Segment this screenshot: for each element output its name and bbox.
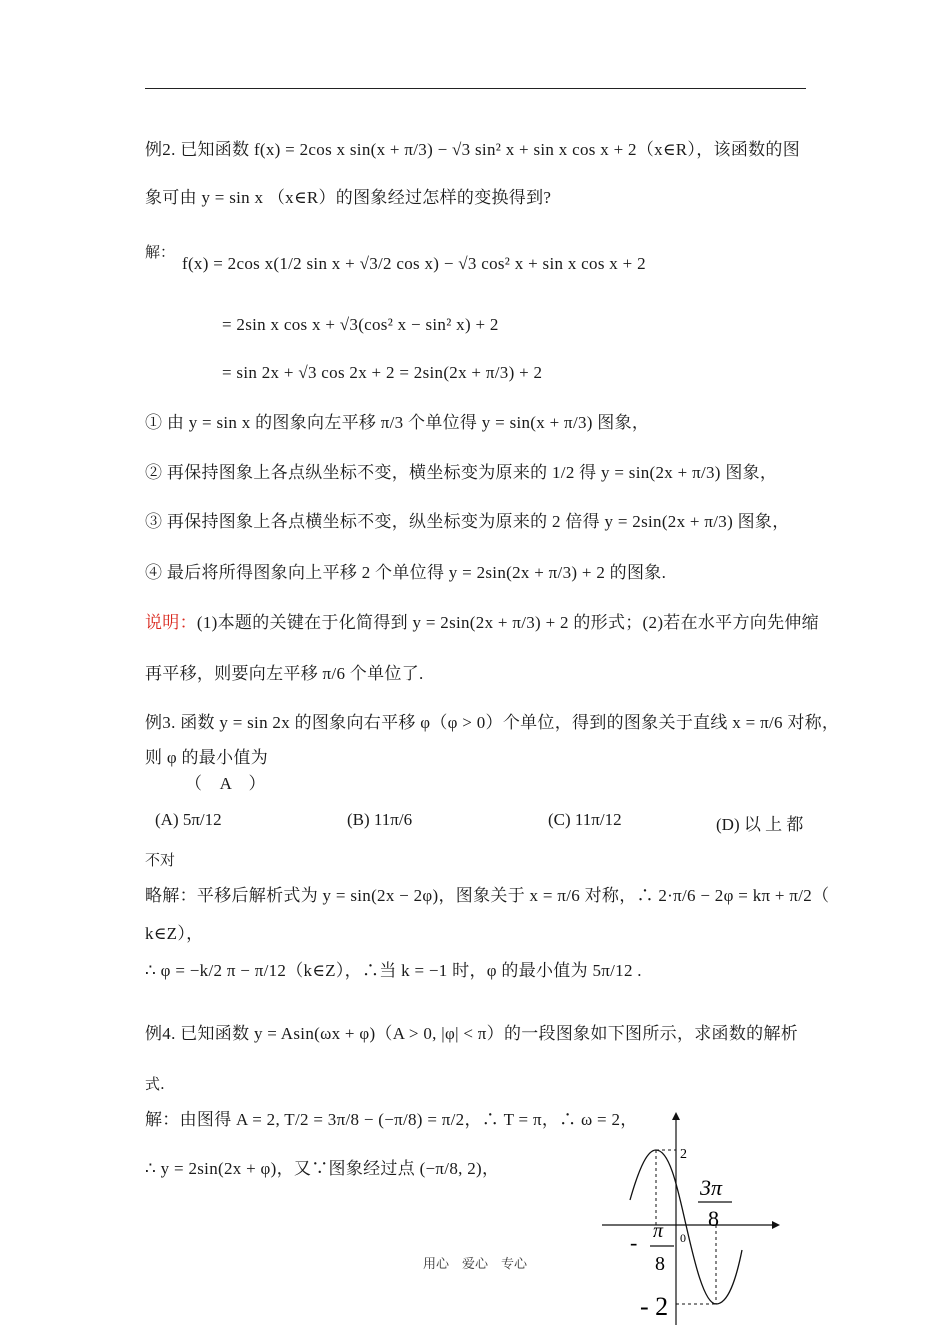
ex4-line1: 例4. 已知函数 y = Asin(ωx + φ)（A > 0, |φ| < π）的一段图象如下图所示，求函数的解析 — [145, 1024, 799, 1043]
ex3-answer: （ A ） — [185, 774, 266, 793]
ex2-line1: 例2. 已知函数 f(x) = 2cos x sin(x + π/3) − √3 sin² x + sin x cos x + 2（x∈R），该函数的图 — [145, 140, 801, 159]
ex3-solution-line1: 略解：平移后解析式为 y = sin(2x − 2φ)，图象关于 x = π/6 对称，∴ 2·π/6 − 2φ = kπ + π/2（ — [145, 886, 830, 905]
ex2-line2: 象可由 y = sin x （x∈R）的图象经过怎样的变换得到? — [145, 188, 552, 207]
sine-curve — [630, 1150, 742, 1304]
sine-graph — [600, 1110, 790, 1330]
label-3pi8-num: 3π — [700, 1175, 723, 1200]
ex4-line2: 式. — [145, 1075, 165, 1093]
ex3-option-b: (B) 11π/6 — [347, 810, 413, 829]
ex3-line1: 例3. 函数 y = sin 2x 的图象向右平移 φ（φ > 0）个单位，得到的图象关于直线 x = π/6 对称， — [145, 713, 840, 732]
page-footer: 用心 爱心 专心 — [422, 1257, 527, 1272]
label-neg-sign: - — [630, 1230, 638, 1255]
ex2-note-text: (1)本题的关键在于化简得到 y = 2sin(2x + π/3) + 2 的形式；(2)若在水平方向先伸缩 — [196, 613, 819, 632]
ex4-solution-line2: ∴ y = 2sin(2x + φ)，又∵图象经过点 (−π/8, 2)， — [145, 1159, 500, 1178]
ex2-solution-label: 解： — [145, 243, 176, 261]
ex2-solution-line1: f(x) = 2cos x(1/2 sin x + √3/2 cos x) − √3 cos² x + sin x cos x + 2 — [182, 254, 646, 273]
label-2: 2 — [680, 1147, 687, 1162]
label-neg2: - 2 — [640, 1292, 669, 1321]
ex2-solution-line3: = sin 2x + √3 cos 2x + 2 = 2sin(2x + π/3) + 2 — [222, 363, 543, 382]
ex2-step4: ④ 最后将所得图象向上平移 2 个单位得 y = 2sin(2x + π/3) + 2 的图象. — [145, 563, 667, 582]
ex3-solution-line2: k∈Z）， — [145, 924, 204, 943]
label-pi8-num: π — [653, 1220, 664, 1242]
ex2-step3: ③ 再保持图象上各点横坐标不变，纵坐标变为原来的 2 倍得 y = 2sin(2x + π/3) 图象， — [145, 512, 790, 531]
ex2-solution-line2: = 2sin x cos x + √3(cos² x − sin² x) + 2 — [222, 315, 499, 334]
label-3pi8-den: 8 — [708, 1206, 719, 1231]
ex3-option-c: (C) 11π/12 — [548, 810, 622, 829]
ex3-option-d-cont: 不对 — [145, 851, 176, 869]
ex3-option-d: (D) 以 上 都 — [716, 815, 804, 834]
ex2-note-line1 — [145, 611, 819, 635]
label-0: 0 — [680, 1231, 686, 1245]
ex3-solution-line3: ∴ φ = −k/2 π − π/12（k∈Z），∴当 k = −1 时，φ 的最小值为 5π/12 . — [145, 961, 642, 980]
label-pi8-den: 8 — [655, 1253, 665, 1275]
x-axis-arrow — [772, 1221, 780, 1229]
ex3-line2: 则 φ 的最小值为 — [145, 748, 269, 767]
ex4-solution-line1: 解：由图得 A = 2, T/2 = 3π/8 − (−π/8) = π/2，∴ T = π，∴ ω = 2， — [145, 1110, 638, 1129]
header-rule — [145, 88, 806, 89]
ex2-step1: ① 由 y = sin x 的图象向左平移 π/3 个单位得 y = sin(x + π/3) 图象， — [145, 413, 650, 432]
ex3-option-a: (A) 5π/12 — [155, 810, 222, 829]
ex2-note-label: 说明： — [145, 613, 197, 632]
y-axis-arrow — [672, 1112, 680, 1120]
ex2-note-line2: 再平移，则要向左平移 π/6 个单位了. — [145, 664, 424, 683]
ex2-step2: ② 再保持图象上各点纵坐标不变，横坐标变为原来的 1/2 得 y = sin(2x + π/3) 图象， — [145, 463, 778, 482]
